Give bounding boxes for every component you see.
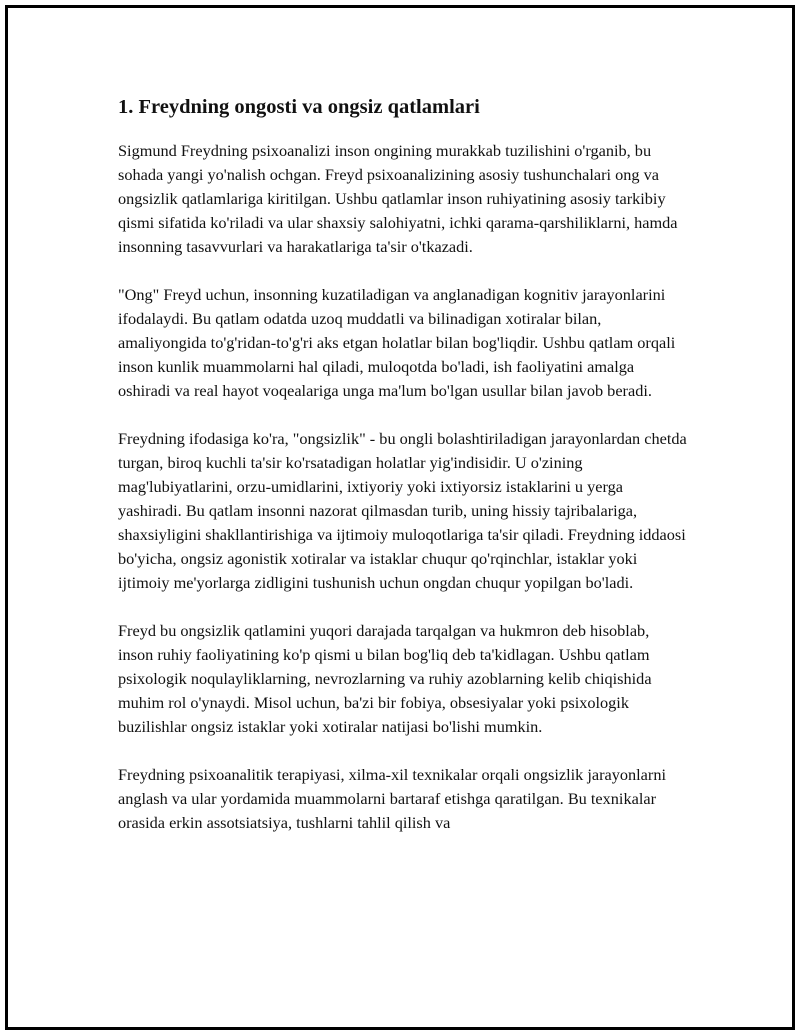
paragraph-5: Freydning psixoanalitik terapiyasi, xilma-xil texnikalar orqali ongsizlik jarayonlarni anglash va ular yordamida muammolarni bartaraf etishga qaratilgan. Bu texnikalar orasida erkin assotsiatsiya, tushlarni tahlil qilish va [118,765,666,832]
paragraph-2: "Ong" Freyd uchun, insonning kuzatiladigan va anglanadigan kognitiv jarayonlarini ifodalaydi. Bu qatlam odatda uzoq muddatli va bilinadigan xotiralar bilan, amaliyongida to'g'ridan-to'g'ri aks etgan holatlar bilan bog'liqdir. Ushbu qatlam orqali inson kunlik muammolarni hal qiladi, muloqotda bo'ladi, ish faoliyatini amalga oshiradi va real hayot voqealariga unga ma'lum bo'lgan usullar bilan javob beradi. [118,285,676,400]
document-body [118,93,688,859]
paragraph-1: Sigmund Freydning psixoanalizi inson ongining murakkab tuzilishini o'rganib, bu sohada yangi yo'nalish ochgan. Freyd psixoanalizining asosiy tushunchalari ong va ongsizlik qatlamlariga kiritilgan. Ushbu qatlamlar inson ruhiyatining asosiy tarkibiy qismi sifatida ko'riladi va ular shaxsiy salohiyatni, ichki qarama-qarshiliklarni, hamda insonning tasavvurlari va harakatlariga ta'sir o'tkazadi. [118,141,678,256]
section-heading: 1. Freydning ongosti va ongsiz qatlamlari [118,96,480,118]
paragraph-3: Freydning ifodasiga ko'ra, "ongsizlik" - bu ongli bolashtiriladigan jarayonlardan chetda turgan, biroq kuchli ta'sir ko'rsatadigan holatlar yig'indisidir. U o'zining mag'lubiyatlarini, orzu-umidlarini, ixtiyoriy yoki ixtiyorsiz istaklarini u yerga yashiradi. Bu qatlam insonni nazorat qilmasdan turib, uning hissiy tajribalariga, shaxsiyligini shakllantirishiga va ijtimoiy muloqotlariga ta'sir qiladi. Freydning iddaosi bo'yicha, ongsiz agonistik xotiralar va istaklar chuqur qo'rqinchlar, istaklar yoki ijtimoiy me'yorlarga zidligini tushunish uchun ongdan chuqur yopilgan bo'ladi. [118,429,687,592]
paragraph-4: Freyd bu ongsizlik qatlamini yuqori darajada tarqalgan va hukmron deb hisoblab, inson ruhiy faoliyatining ko'p qismi u bilan bog'liq deb ta'kidlagan. Ushbu qatlam psixologik noqulayliklarning, nevrozlarning va ruhiy azoblarning kelib chiqishida muhim rol o'ynaydi. Misol uchun, ba'zi bir fobiya, obsesiyalar yoki psixologik buzilishlar ongsiz istaklar yoki xotiralar natijasi bo'lishi mumkin. [118,621,652,736]
